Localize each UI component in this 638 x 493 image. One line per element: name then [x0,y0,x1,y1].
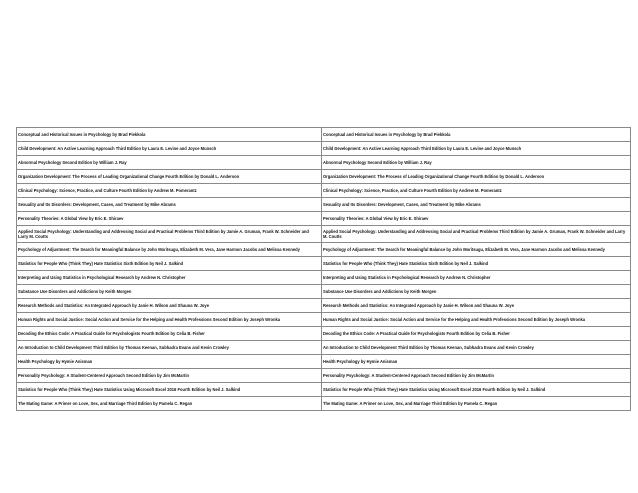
book-list-body [17,128,631,411]
book-title-right-cell: Abnormal Psychology Second Edition by William J. Ray [322,156,631,170]
book-title-right-cell: Organization Development: The Process of Leading Organizational Change Fourth Edition by Donald L. Anderson [322,170,631,184]
table-row [17,369,631,383]
book-title-right-cell: Child Development: An Active Learning Approach Third Edition by Laura E. Levine and Joyce Munsch [322,142,631,156]
book-title-left-cell: Interpreting and Using Statistics in Psychological Research by Andrew N. Christopher [17,271,322,285]
book-title-left-cell: Personality Psychology: A Student-Centered Approach Second Edition by Jim McMartin [17,369,322,383]
book-title-left-cell: Abnormal Psychology Second Edition by William J. Ray [17,156,322,170]
book-title-left-cell: Research Methods and Statistics: An Integrated Approach by Janie H. Wilson and Shauna W. Joye [17,299,322,313]
book-title-right-cell: Conceptual and Historical Issues in Psychology by Brad Piekkola [322,128,631,142]
book-title-right-cell: Health Psychology by Hymie Anisman [322,355,631,369]
table-row [17,299,631,313]
book-title-left-cell: Statistics for People Who (Think They) Hate Statistics Using Microsoft Excel 2016 Fourth Edition by Neil J. Salkind [17,383,322,397]
book-title-right-cell: Personality Theories: A Global View by Eric E. Shiraev [322,212,631,226]
table-row [17,212,631,226]
table-row [17,170,631,184]
table-row [17,184,631,198]
book-title-left-cell: Organization Development: The Process of Leading Organizational Change Fourth Edition by Donald L. Anderson [17,170,322,184]
book-title-left-cell: Substance Use Disorders and Addictions by Keith Morgen [17,285,322,299]
book-title-right-cell: Statistics for People Who (Think They) Hate Statistics Using Microsoft Excel 2016 Fourth Edition by Neil J. Salkind [322,383,631,397]
table-row [17,198,631,212]
book-title-left-cell: Child Development: An Active Learning Approach Third Edition by Laura E. Levine and Joyce Munsch [17,142,322,156]
book-title-right-cell: Decoding the Ethics Code: A Practical Guide for Psychologists Fourth Edition by Celia B. Fisher [322,327,631,341]
book-title-left-cell: Clinical Psychology: Science, Practice, and Culture Fourth Edition by Andrew M. Pomerantz [17,184,322,198]
table-row [17,226,631,243]
book-title-left-cell: Personality Theories: A Global View by Eric E. Shiraev [17,212,322,226]
table-row [17,341,631,355]
book-title-right-cell: Statistics for People Who (Think They) Hate Statistics Sixth Edition by Neil J. Salkind [322,257,631,271]
book-title-right-cell: Interpreting and Using Statistics in Psychological Research by Andrew N. Christopher [322,271,631,285]
book-title-right-cell: The Mating Game: A Primer on Love, Sex, and Marriage Third Edition by Pamela C. Regan [322,397,631,411]
book-title-right-cell: Research Methods and Statistics: An Integrated Approach by Janie H. Wilson and Shauna W. Joye [322,299,631,313]
table-row [17,257,631,271]
table-row [17,355,631,369]
table-row [17,383,631,397]
book-title-right-cell: Personality Psychology: A Student-Centered Approach Second Edition by Jim McMartin [322,369,631,383]
book-title-right-cell: Applied Social Psychology: Understanding and Addressing Social and Practical Problems Third Edition by Jamie A. Gruman, Frank W. Schneider and Larry M. Coutts [322,226,631,243]
book-title-left-cell: Statistics for People Who (Think They) Hate Statistics Sixth Edition by Neil J. Salkind [17,257,322,271]
book-title-left-cell: Psychology of Adjustment: The Search for Meaningful Balance by John Moritsugu, Elizabeth M. Vera, Jane Harmon Jacobs and Melissa Kennedy [17,243,322,257]
table-row [17,156,631,170]
book-title-left-cell: Sexuality and Its Disorders: Development, Cases, and Treatment by Mike Abrams [17,198,322,212]
book-title-left-cell: An Introduction to Child Development Third Edition by Thomas Keenan, Subhadra Evans and Kevin Crowley [17,341,322,355]
book-title-right-cell: Sexuality and Its Disorders: Development, Cases, and Treatment by Mike Abrams [322,198,631,212]
book-title-left-cell: Health Psychology by Hymie Anisman [17,355,322,369]
book-title-left-cell: The Mating Game: A Primer on Love, Sex, and Marriage Third Edition by Pamela C. Regan [17,397,322,411]
book-title-right-cell: An Introduction to Child Development Third Edition by Thomas Keenan, Subhadra Evans and Kevin Crowley [322,341,631,355]
book-title-right-cell: Human Rights and Social Justice: Social Action and Service for the Helping and Health Professions Second Edition by Joseph Wronka [322,313,631,327]
table-row [17,271,631,285]
table-row [17,285,631,299]
table-row [17,313,631,327]
book-title-left-cell: Human Rights and Social Justice: Social Action and Service for the Helping and Health Professions Second Edition by Joseph Wronka [17,313,322,327]
book-title-left-cell: Decoding the Ethics Code: A Practical Guide for Psychologists Fourth Edition by Celia B. Fisher [17,327,322,341]
table-row [17,243,631,257]
table-row [17,327,631,341]
table-row [17,397,631,411]
book-title-right-cell: Psychology of Adjustment: The Search for Meaningful Balance by John Moritsugu, Elizabeth M. Vera, Jane Harmon Jacobs and Melissa Kennedy [322,243,631,257]
book-title-right-cell: Substance Use Disorders and Addictions by Keith Morgen [322,285,631,299]
table-row [17,128,631,142]
book-title-right-cell: Clinical Psychology: Science, Practice, and Culture Fourth Edition by Andrew M. Pomerantz [322,184,631,198]
book-list-table [16,127,631,411]
book-title-left-cell: Applied Social Psychology: Understanding and Addressing Social and Practical Problems Third Edition by Jamie A. Gruman, Frank W. Schneider and Larry M. Coutts [17,226,322,243]
book-title-left-cell: Conceptual and Historical Issues in Psychology by Brad Piekkola [17,128,322,142]
table-row [17,142,631,156]
